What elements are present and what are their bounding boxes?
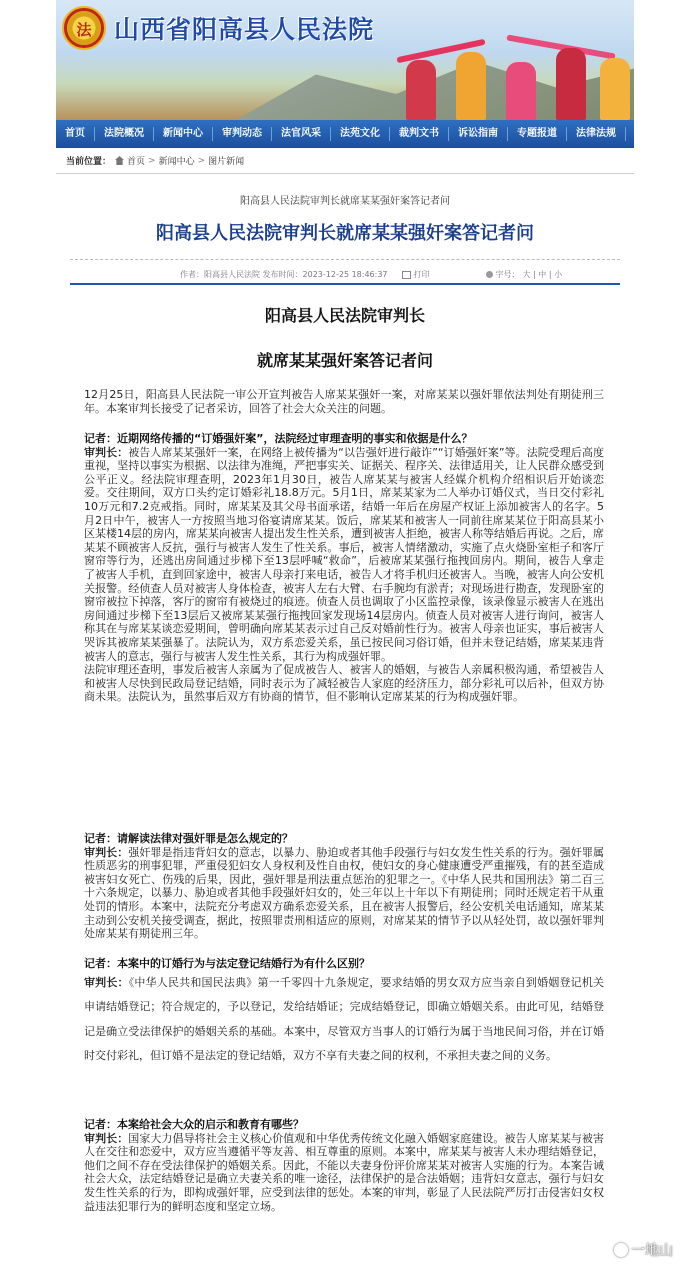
answer-4 — [84, 1132, 604, 1214]
font-size-options[interactable]: 大 | 中 | 小 — [522, 270, 563, 279]
qa-section-2 — [84, 832, 604, 941]
breadcrumb-home[interactable]: 首页 — [127, 157, 146, 167]
nav-litigation-guide[interactable]: 诉讼指南 — [458, 128, 498, 139]
home-icon — [115, 156, 124, 165]
breadcrumb-news-center[interactable]: 新闻中心 — [158, 157, 195, 167]
nav-trial-news[interactable]: 审判动态 — [222, 128, 262, 139]
answer-1 — [84, 446, 604, 664]
intro-paragraph: 12月25日，阳高县人民法院一审公开宣判被告人席某某强奸一案，对席某某以强奸罪依法判处有期徒刑三年。本案审判长接受了记者采访，回答了社会大众关注的问题。 — [84, 388, 604, 415]
question-3: 记者：本案中的订婚行为与法定登记结婚行为有什么区别？ — [84, 957, 370, 970]
nav-court-overview[interactable]: 法院概况 — [104, 128, 144, 139]
answer-text: 强奸罪是指违背妇女的意志，以暴力、胁迫或者其他手段强行与妇女发生性关系的行为。强奸罪属性质恶劣的刑事犯罪，严重侵犯妇女人身权利及性自由权，使妇女的身心健康遭受严重摧残，有的甚至造成被害妇女死亡、伤残的后果，因此，强奸罪是刑法重点惩治的犯罪之一。《中华人民共和国刑法》第二百三十六条规定，以暴力、胁迫或者其他手段强奸妇女的，处三年以上十年以下有期徒刑；同时还规定若干从重处罚的情形。本案中，法院充分考虑双方确系恋爱关系，且在被害人报警后，经公安机关电话通知，席某某主动到公安机关接受调查，据此，按照罪责刑相适应的原则，对席某某的情节予以从轻处罚，故以强奸罪判处席某某有期徒刑三年。 — [84, 845, 605, 941]
question-2: 记者：请解读法律对强奸罪是怎么规定的？ — [84, 832, 293, 845]
answer-text: 《中华人民共和国民法典》第一千零四十九条规定，要求结婚的男女双方应当亲自到婚姻登记机关申请结婚登记；符合规定的，予以登记，发给结婚证；完成结婚登记，即确立婚姻关系。由此可见，结婚登记是确立受法律保护的婚姻关系的基础。本案中，尽管双方当事人的订婚行为属于当地民间习俗，并在订婚时交付彩礼，但订婚不是法定的登记结婚，双方不享有夫妻之间的权利，不承担夫妻之间的义务。 — [84, 975, 605, 1063]
answer-label: 审判长： — [84, 845, 129, 859]
main-nav — [56, 120, 655, 148]
site-banner — [56, 0, 634, 120]
breadcrumb — [56, 148, 634, 174]
left-margin — [0, 0, 56, 1277]
breadcrumb-label: 当前位置： — [66, 157, 112, 167]
article-intro — [84, 388, 604, 415]
nav-notices[interactable]: 公告 — [635, 128, 655, 139]
nav-special-reports[interactable]: 专题报道 — [517, 128, 557, 139]
meta-info: 作者：阳高县人民法院 发布时间：2023-12-25 18:46:37 — [180, 270, 388, 279]
font-size-control — [486, 269, 563, 280]
print-button[interactable] — [402, 269, 430, 280]
print-label: 打印 — [413, 270, 430, 279]
weibo-icon — [614, 1243, 628, 1257]
article-title: 阳高县人民法院审判长就席某某强奸案答记者问 — [156, 223, 534, 244]
answer-label: 审判长： — [84, 1131, 129, 1145]
answer-3 — [84, 971, 604, 1069]
chevron-right-icon: > — [148, 155, 156, 166]
answer-label: 审判长： — [84, 975, 129, 989]
answer-1-extra: 法院审理还查明，事发后被害人亲属为了促成被告人、被害人的婚姻，与被告人亲属积极沟通，希望被告人和被害人尽快到民政局登记结婚，同时表示为了减轻被告人家庭的经济压力，部分彩礼可以后补，但双方协商未果。法院认为，虽然事后双方有协商的情节，但不影响认定席某某的行为构成强奸罪。 — [84, 663, 604, 704]
court-emblem-icon: 法 — [62, 6, 106, 50]
answer-label: 审判长： — [84, 445, 129, 459]
nav-home[interactable]: 首页 — [65, 128, 85, 139]
content-heading-2: 就席某某强奸案答记者问 — [256, 351, 433, 370]
qa-section-3 — [84, 957, 604, 1069]
weibo-watermark — [614, 1240, 673, 1260]
question-4: 记者：本案给社会大众的启示和教育有哪些？ — [84, 1118, 304, 1131]
article-meta — [70, 259, 620, 281]
nav-judgments[interactable]: 裁判文书 — [399, 128, 439, 139]
watermark-text: 一地山 — [631, 1243, 673, 1259]
content-heading-1: 阳高县人民法院审判长 — [264, 306, 425, 325]
banner-dancers — [386, 40, 634, 120]
print-icon — [402, 271, 411, 279]
nav-laws[interactable]: 法律法规 — [576, 128, 616, 139]
nav-culture[interactable]: 法苑文化 — [340, 128, 380, 139]
qa-section-4 — [84, 1118, 604, 1213]
font-size-label: 字号： — [495, 270, 520, 279]
chevron-right-icon: > — [197, 155, 206, 166]
font-size-icon — [486, 271, 493, 278]
answer-text: 国家大力倡导将社会主义核心价值观和中华优秀传统文化融入婚姻家庭建设。被告人席某某与被害人在交往和恋爱中，双方应当遵循平等友善、相互尊重的原则。本案中，席某某与被害人未办理结婚登记，他们之间不存在受法律保护的婚姻关系。因此，不能以夫妻身份评价席某某对被害人实施的行为。本案告诫社会大众，法定结婚登记是确立夫妻关系的唯一途径，法律保护的是合法婚姻；违背妇女意志，强行与妇女发生性关系的行为，即构成强奸罪，应受到法律的惩处。本案的审判，彰显了人民法院严厉打击侵害妇女权益违法犯罪行为的鲜明态度和坚定立场。 — [84, 1131, 605, 1213]
answer-2 — [84, 846, 604, 941]
nav-judges[interactable]: 法官风采 — [281, 128, 321, 139]
question-1: 记者：近期网络传播的“订婚强奸案”，法院经过审理查明的事实和依据是什么？ — [84, 432, 473, 445]
nav-news-center[interactable]: 新闻中心 — [163, 128, 203, 139]
answer-text: 被告人席某某强奸一案，在网络上被传播为“以告强奸进行敲诈”“订婚强奸案”等。法院受理后高度重视，坚持以事实为根据、以法律为准绳，严把事实关、证据关、程序关、法律适用关，让人民群众感受到公平正义。经法院审理查明，2023年1月30日，被告人席某某与被害人经媒介机构介绍相识后开始谈恋爱。交往期间，双方口头约定订婚彩礼18.8万元。5月1日，席某某家为二人举办订婚仪式，当日交付彩礼10万元和7.2克戒指。同时，席某某及其父母书面承诺，结婚一年后在房屋产权证上添加被害人的名字。5月2日中午，被害人一方按照当地习俗宴请席某某。饭后，席某某和被害人一同前往席某某位于阳高县某小区某楼14层的房内，席某某向被害人提出发生性关系，遭到被害人拒绝，被害人称等结婚后再说。之后，席某某不顾被害人反抗，强行与被害人发生了性关系。事后，被害人情绪激动，实施了点火烧卧室柜子和客厅窗帘等行为，还逃出房间通过步梯下至13层呼喊“救命”，后被席某某强行拖拽回房内。期间，被告人拿走了被害人手机，直到回家途中，被害人母亲打来电话，被告人才将手机归还被害人。当晚，被害人向公安机关报警。经侦查人员对被害人身体检查，被害人左右大臂、右手腕均有淤青；对现场进行勘查，发现卧室的窗帘被拉下掉落，客厅的窗帘有被烧过的痕迹。侦查人员也调取了小区监控录像，该录像显示被害人在逃出房间通过步梯下至13层后又被席某某强行拖拽回家发现场14层房内。侦查人员对被害人进行询问，被害人称其在与席某某谈恋爱期间，曾明确向席某某表示过自己反对婚前性行为。被害人母亲也证实，事后被害人哭诉其被席某某强暴了。法院认为，双方系恋爱关系，虽已按民间习俗订婚，但并未登记结婚，席某某违背被害人的意志，强行与被害人发生性关系，其行为构成强奸罪。 — [84, 445, 604, 663]
breadcrumb-photo-news[interactable]: 图片新闻 — [208, 157, 245, 167]
article-subtitle: 阳高县人民法院审判长就席某某强奸案答记者问 — [240, 196, 450, 207]
right-margin — [634, 0, 690, 1277]
qa-section-1 — [84, 432, 604, 704]
title-divider — [70, 283, 620, 285]
site-title: 山西省阳高县人民法院 — [114, 15, 375, 44]
